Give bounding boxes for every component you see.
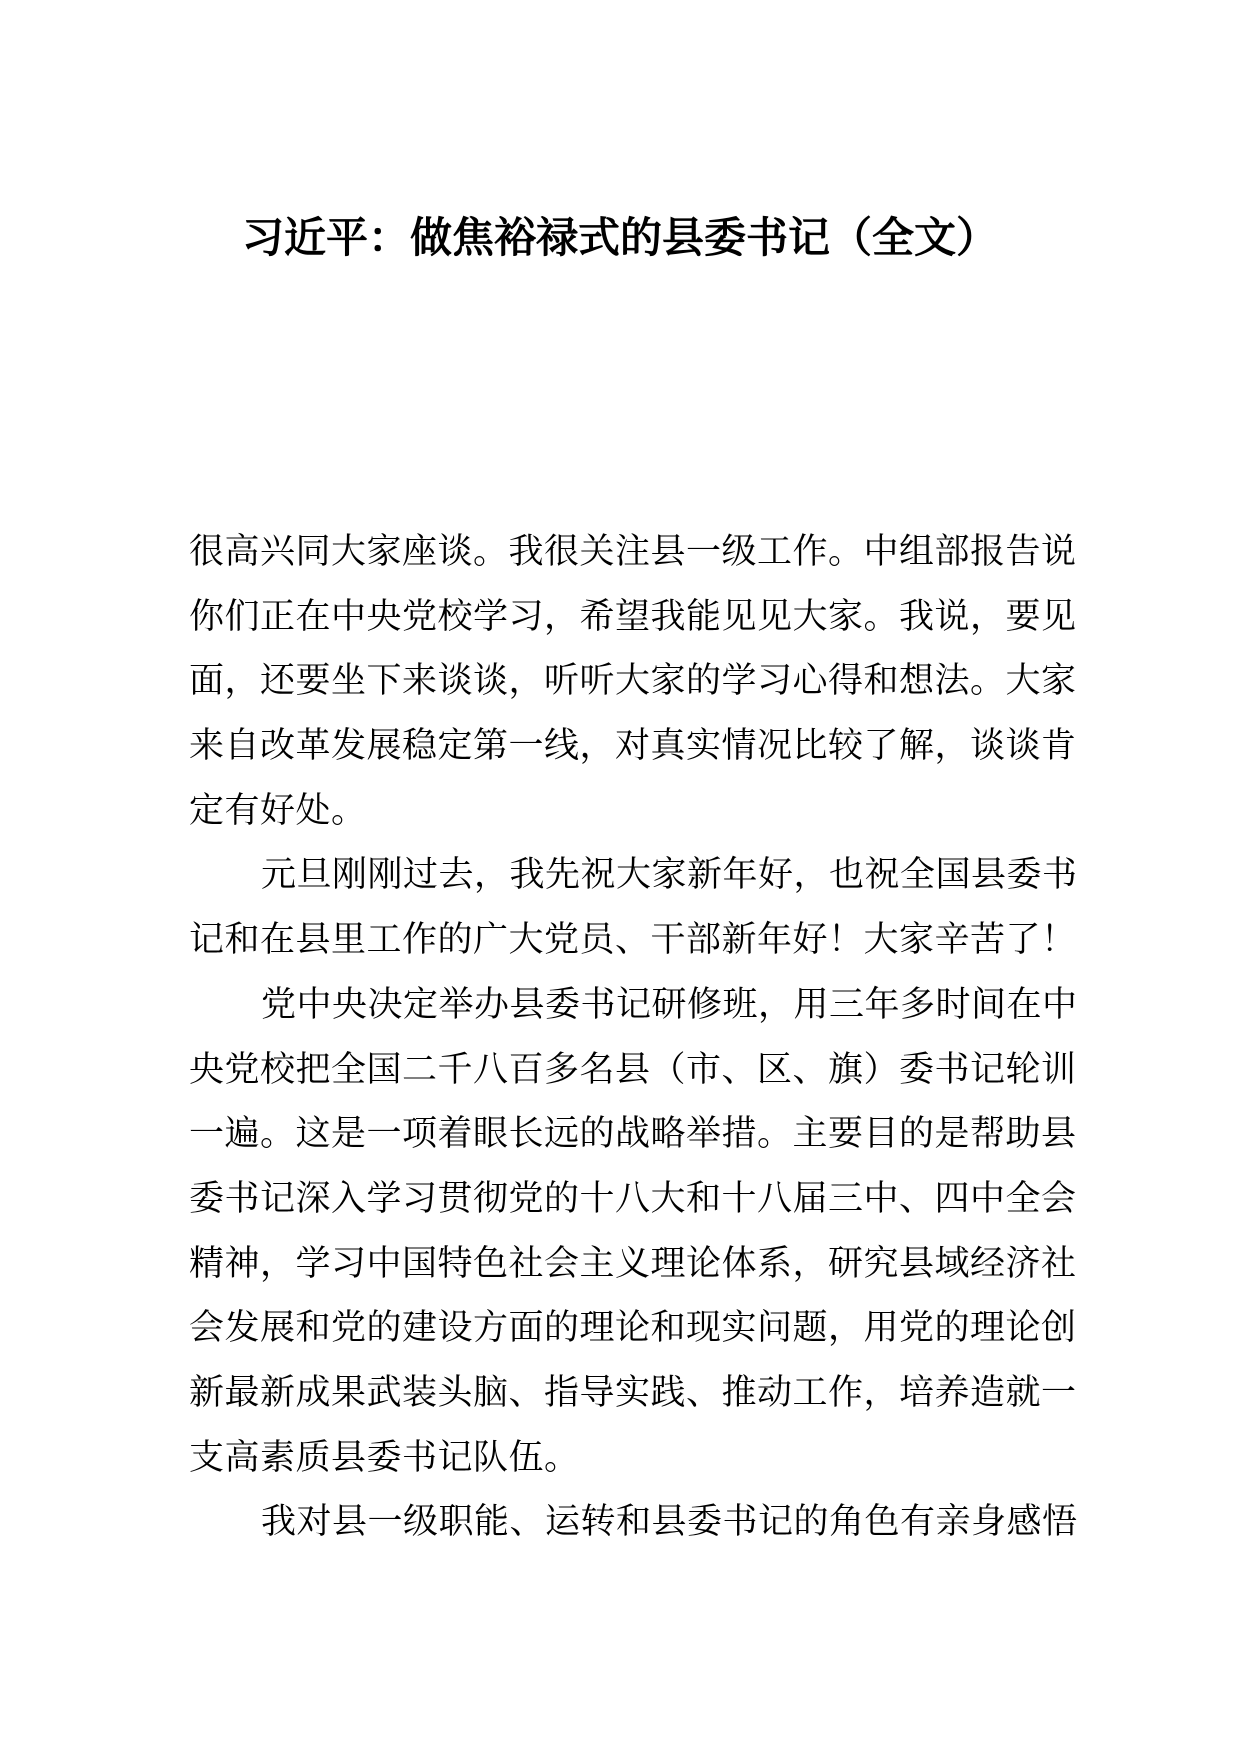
- text-line: 一遍。这是一项着眼长远的战略举措。主要目的是帮助县: [189, 1114, 1077, 1155]
- text-line: 记和在县里工作的广大党员、干部新年好！大家辛苦了！: [189, 920, 1077, 961]
- paragraph-2: [189, 843, 1089, 972]
- document-title: 习近平：做焦裕禄式的县委书记（全文）: [241, 213, 998, 262]
- document-body: [189, 520, 1089, 1555]
- text-line: 党中央决定举办县委书记研修班，用三年多时间在中: [261, 984, 1078, 1025]
- paragraph-1: [189, 520, 1089, 843]
- text-line: 会发展和党的建设方面的理论和现实问题，用党的理论创: [189, 1308, 1077, 1349]
- text-line: 我对县一级职能、运转和县委书记的角色有亲身感悟: [261, 1502, 1078, 1543]
- text-line: 很高兴同大家座谈。我很关注县一级工作。中组部报告说: [189, 532, 1077, 572]
- text-line: 面，还要坐下来谈谈，听听大家的学习心得和想法。大家: [189, 661, 1077, 702]
- text-line: 精神，学习中国特色社会主义理论体系，研究县域经济社: [189, 1243, 1077, 1284]
- paragraph-3: [189, 973, 1089, 1491]
- text-line: 元旦刚刚过去，我先祝大家新年好，也祝全国县委书: [261, 855, 1078, 896]
- text-line: 定有好处。: [189, 790, 367, 831]
- text-line: 新最新成果武装头脑、指导实践、推动工作，培养造就一: [189, 1372, 1077, 1413]
- text-line: 央党校把全国二千八百多名县（市、区、旗）委书记轮训: [189, 1049, 1077, 1090]
- text-line: 委书记深入学习贯彻党的十八大和十八届三中、四中全会: [189, 1178, 1077, 1219]
- text-line: 支高素质县委书记队伍。: [189, 1437, 580, 1478]
- text-line: 你们正在中央党校学习，希望我能见见大家。我说，要见: [189, 596, 1077, 637]
- paragraph-4: [189, 1490, 1089, 1555]
- text-line: 来自改革发展稳定第一线，对真实情况比较了解，谈谈肯: [189, 726, 1077, 767]
